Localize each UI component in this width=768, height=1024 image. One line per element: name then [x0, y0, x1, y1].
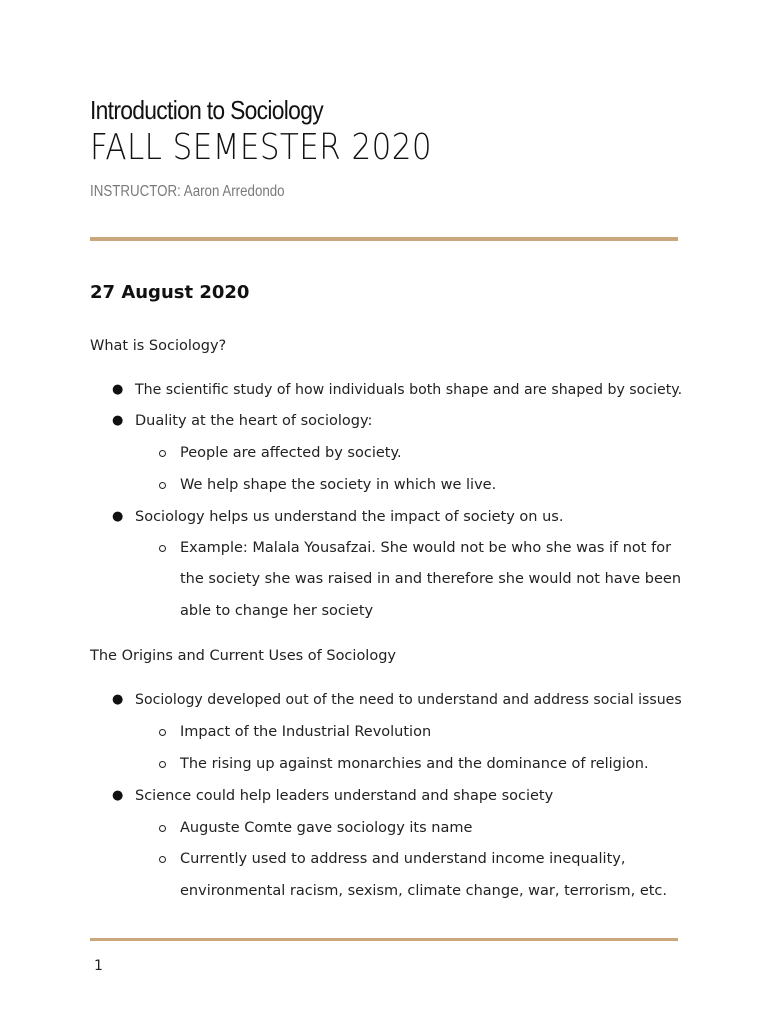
- sub-list-item-continuation: the society she was raised in and therefore she would not have been: [180, 571, 682, 587]
- circle-bullet-icon: [159, 545, 166, 552]
- circle-bullet-icon: [159, 825, 166, 832]
- bullet-icon: ●: [112, 382, 124, 397]
- subheading-origins: The Origins and Current Uses of Sociology: [90, 648, 396, 664]
- circle-bullet-icon: [159, 450, 166, 457]
- circle-bullet-icon: [159, 482, 166, 489]
- document-page: [90, 0, 683, 1024]
- sub-list-item: The rising up against monarchies and the dominance of religion.: [180, 756, 649, 772]
- course-title: Introduction to Sociology: [90, 95, 323, 125]
- list-item: Science could help leaders understand and shape society: [135, 788, 554, 804]
- bullet-icon: ●: [112, 413, 124, 428]
- list-item: Duality at the heart of sociology:: [135, 413, 373, 429]
- bullet-icon: ●: [112, 788, 124, 803]
- sub-list-item: Impact of the Industrial Revolution: [180, 724, 432, 740]
- list-item: Sociology developed out of the need to understand and address social issues: [135, 692, 682, 708]
- sub-list-item: Auguste Comte gave sociology its name: [180, 820, 473, 836]
- footer-divider: [90, 938, 678, 941]
- sub-list-item: We help shape the society in which we live.: [180, 477, 497, 493]
- circle-bullet-icon: [159, 761, 166, 768]
- circle-bullet-icon: [159, 729, 166, 736]
- sub-list-item: People are affected by society.: [180, 445, 402, 461]
- circle-bullet-icon: [159, 856, 166, 863]
- page-number: 1: [94, 958, 103, 974]
- bullet-icon: ●: [112, 509, 124, 524]
- instructor-line: INSTRUCTOR: Aaron Arredondo: [90, 183, 285, 200]
- sub-list-item: Currently used to address and understand income inequality,: [180, 851, 626, 867]
- sub-list-item-continuation: able to change her society: [180, 603, 374, 619]
- list-item: Sociology helps us understand the impact of society on us.: [135, 509, 564, 525]
- sub-list-item: Example: Malala Yousafzai. She would not be who she was if not for: [180, 540, 672, 556]
- semester-title: FALL SEMESTER 2020: [90, 127, 432, 168]
- subheading-what-is-sociology: What is Sociology?: [90, 338, 227, 354]
- list-item: The scientific study of how individuals both shape and are shaped by society.: [135, 382, 683, 398]
- date-heading: 27 August 2020: [90, 282, 250, 303]
- sub-list-item-continuation: environmental racism, sexism, climate change, war, terrorism, etc.: [180, 883, 668, 899]
- bullet-icon: ●: [112, 692, 124, 707]
- header-divider: [90, 237, 678, 241]
